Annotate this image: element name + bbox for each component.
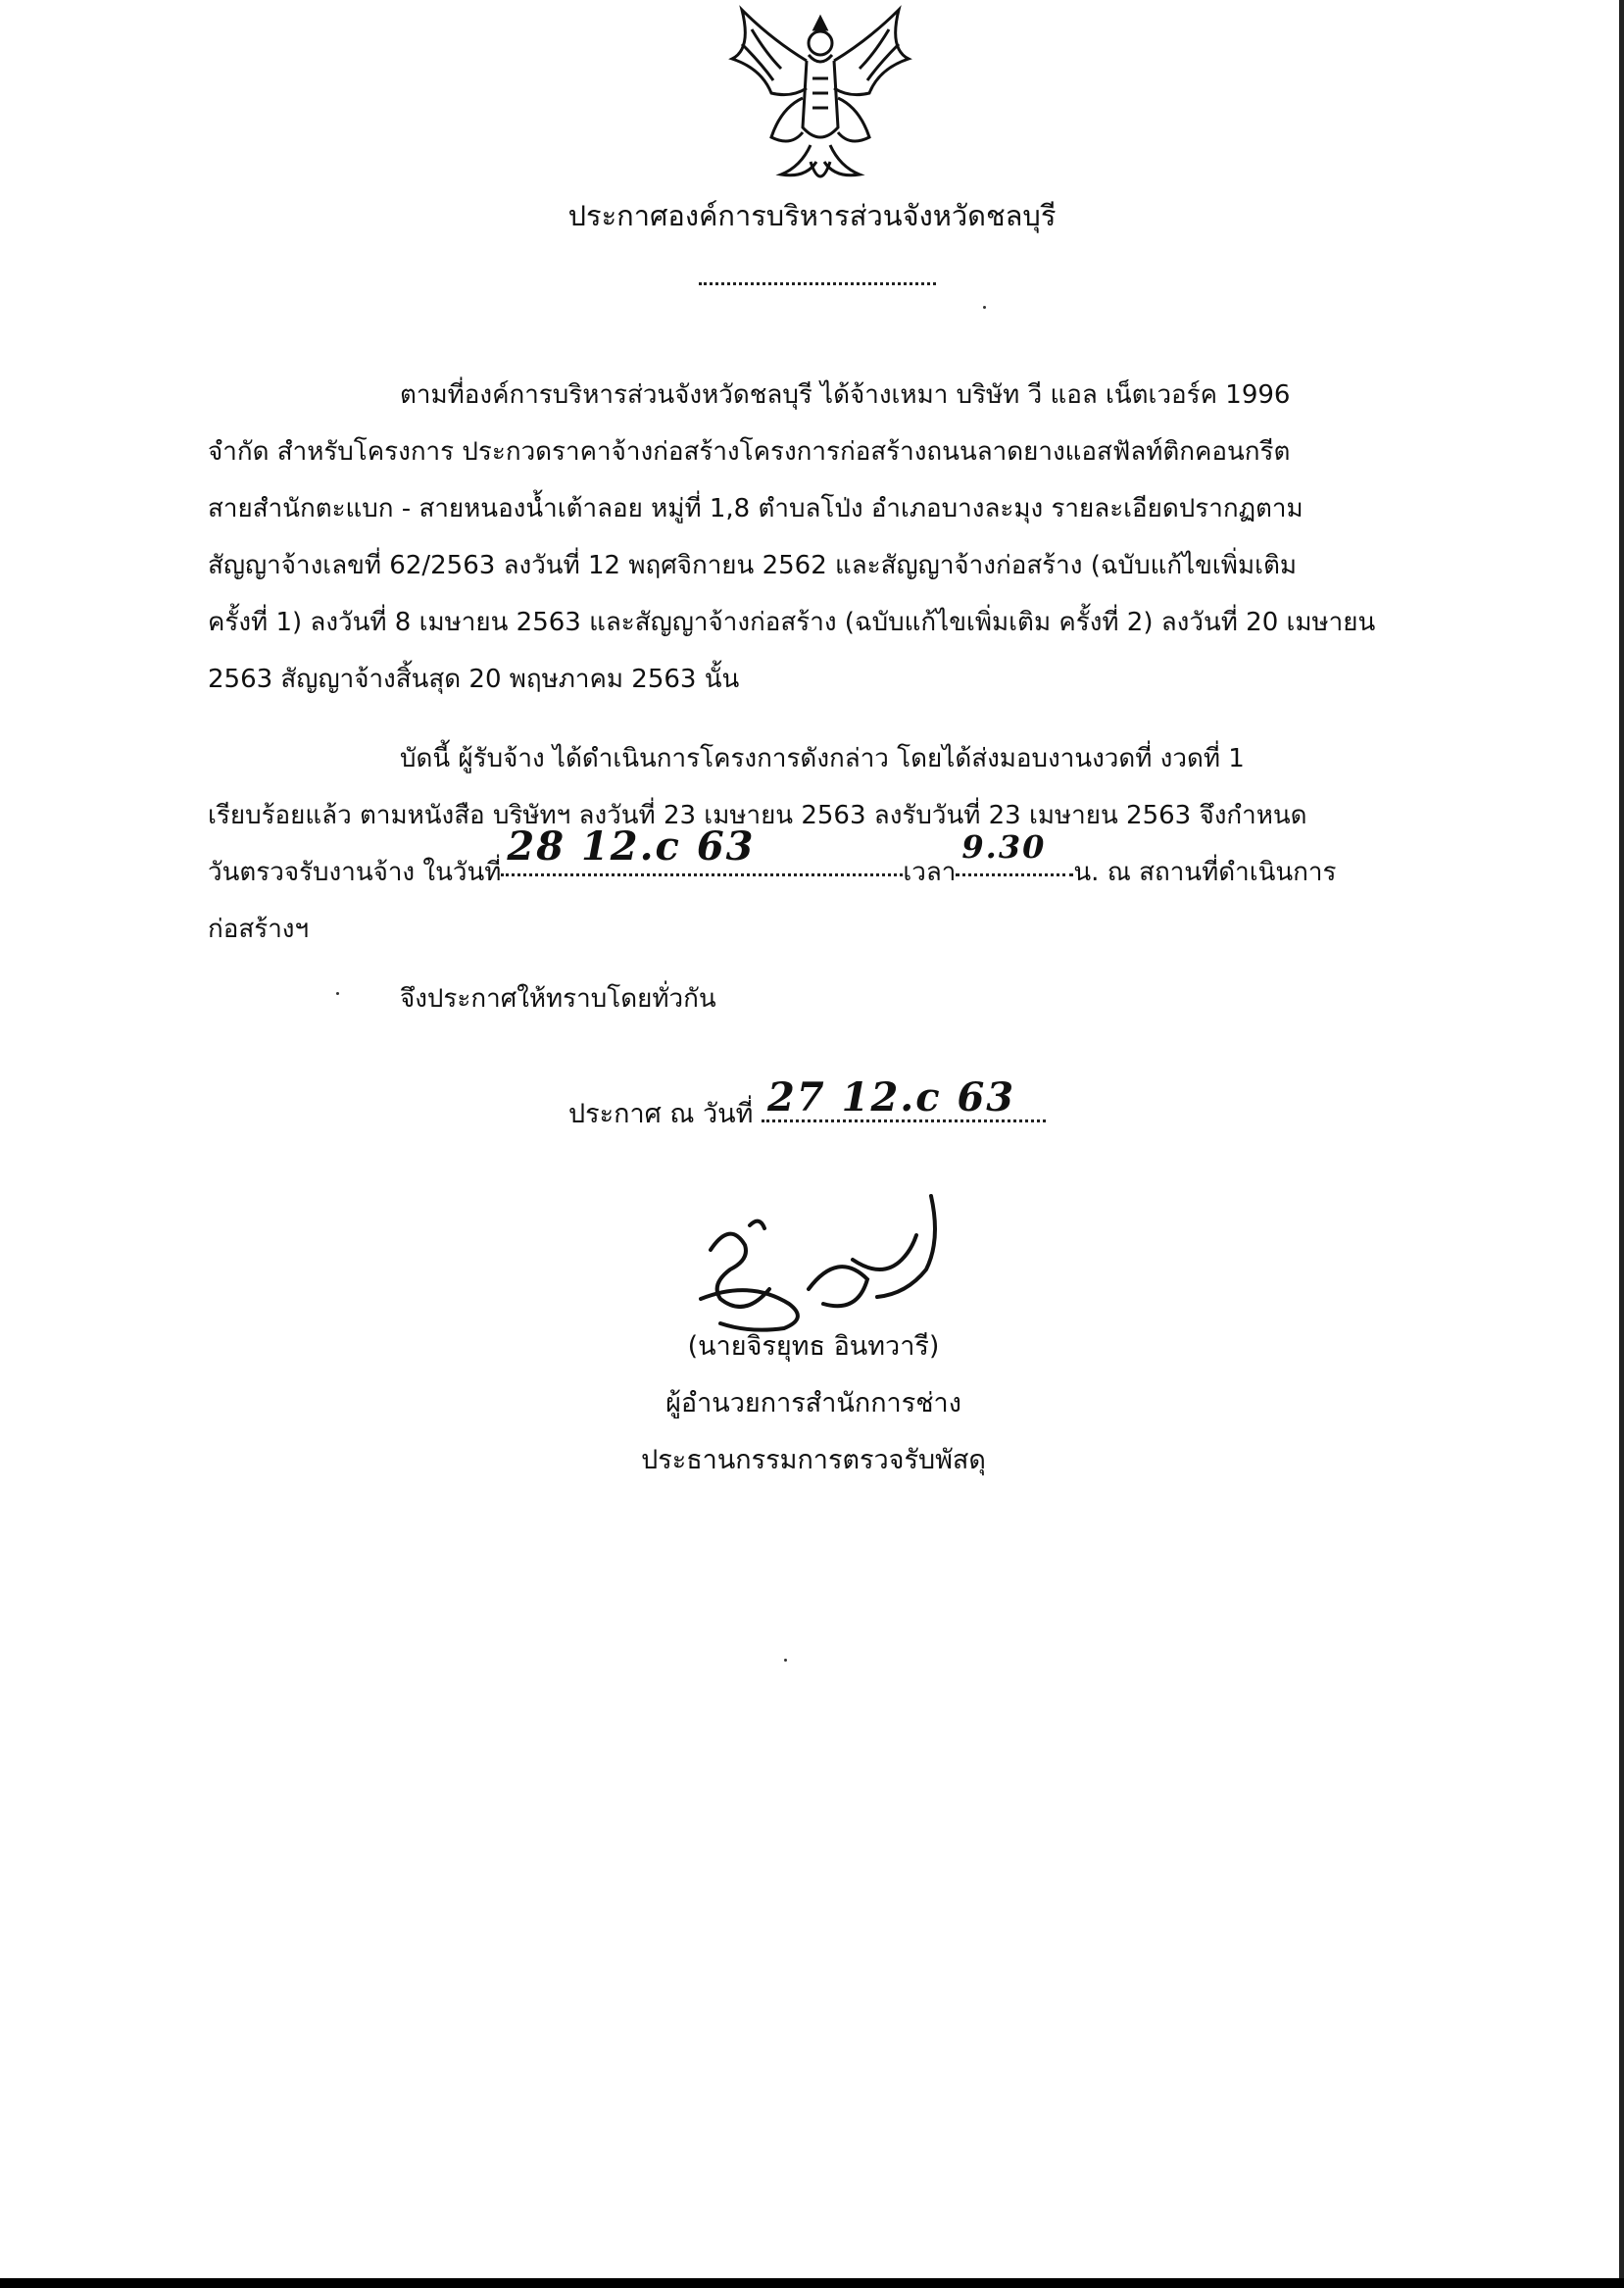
signer-name: (นายจิรยุทธ อินทวารี)	[687, 1331, 940, 1362]
signer-position: ผู้อำนวยการสำนักการช่าง	[665, 1388, 961, 1418]
paragraph2-line-inspection	[208, 823, 1427, 901]
announcement-date-field	[762, 1074, 1046, 1122]
paragraph2-line: ก่อสร้างฯ	[208, 915, 310, 944]
paragraph2-line: บัดนี้ ผู้รับจ้าง ได้ดำเนินการโครงการดังกล่าว โดยได้ส่งมอบงานงวดที่ งวดที่ 1	[400, 744, 1245, 773]
paragraph1-line: ครั้งที่ 1) ลงวันที่ 8 เมษายน 2563 และสัญญาจ้างก่อสร้าง (ฉบับแก้ไขเพิ่มเติม ครั้งที่ 2) ลงวันที่ 20 เมษายน	[208, 608, 1376, 637]
paragraph1-line: สายสำนักตะแบก - สายหนองน้ำเต้าลอย หมู่ที่ 1,8 ตำบลโป่ง อำเภอบางละมุง รายละเอียดปรากฏตาม	[208, 494, 1304, 523]
paragraph2-line: เรียบร้อยแล้ว ตามหนังสือ บริษัทฯ ลงวันที่ 23 เมษายน 2563 ลงรับวันที่ 23 เมษายน 2563 จึงกำหนด	[208, 801, 1307, 830]
time-label: เวลา	[903, 858, 957, 887]
signer-block	[588, 1318, 1039, 1489]
inspection-time-handwritten: 9.30	[961, 828, 1047, 866]
inspection-date-field	[501, 823, 903, 876]
inspection-time-field	[956, 828, 1073, 876]
announcement-date-label: ประกาศ ณ วันที่	[568, 1099, 754, 1129]
paragraph1-line: 2563 สัญญาจ้างสิ้นสุด 20 พฤษภาคม 2563 นั้น	[208, 665, 740, 694]
paragraph-delivery	[208, 730, 1427, 958]
paragraph1-line: ตามที่องค์การบริหารส่วนจังหวัดชลบุรี ได้จ้างเหมา บริษัท วี แอล เน็ตเวอร์ค 1996	[400, 380, 1291, 410]
announcement-date	[568, 1074, 1046, 1138]
signer-role: ประธานกรรมการตรวจรับพัสดุ	[641, 1445, 986, 1475]
announcement-statement: จึงประกาศให้ทราบโดยทั่วกัน	[400, 984, 716, 1014]
inspection-date-label: วันตรวจรับงานจ้าง ในวันที่	[208, 858, 502, 887]
inspection-date-handwritten: 28 12.c 63	[507, 823, 756, 870]
scan-speck	[784, 1659, 787, 1662]
garuda-emblem-icon	[713, 0, 928, 196]
handwritten-signature-icon	[691, 1191, 975, 1333]
scan-edge-right	[1619, 0, 1624, 2288]
page-title: ประกาศองค์การบริหารส่วนจังหวัดชลบุรี	[567, 199, 1057, 232]
scan-speck	[983, 306, 986, 309]
scan-edge-bottom	[0, 2278, 1624, 2288]
inspection-location-text: น. ณ สถานที่ดำเนินการ	[1073, 858, 1337, 887]
title-dotted-rule	[699, 282, 936, 285]
scan-speck	[336, 992, 339, 995]
paragraph-contract-details	[208, 367, 1427, 708]
paragraph1-line: สัญญาจ้างเลขที่ 62/2563 ลงวันที่ 12 พฤศจิกายน 2562 และสัญญาจ้างก่อสร้าง (ฉบับแก้ไขเพิ่มเติม	[208, 551, 1297, 580]
paragraph1-line: จำกัด สำหรับโครงการ ประกวดราคาจ้างก่อสร้างโครงการก่อสร้างถนนลาดยางแอสฟัลท์ติกคอนกรีต	[208, 437, 1291, 467]
announcement-date-handwritten: 27 12.c 63	[767, 1074, 1016, 1120]
